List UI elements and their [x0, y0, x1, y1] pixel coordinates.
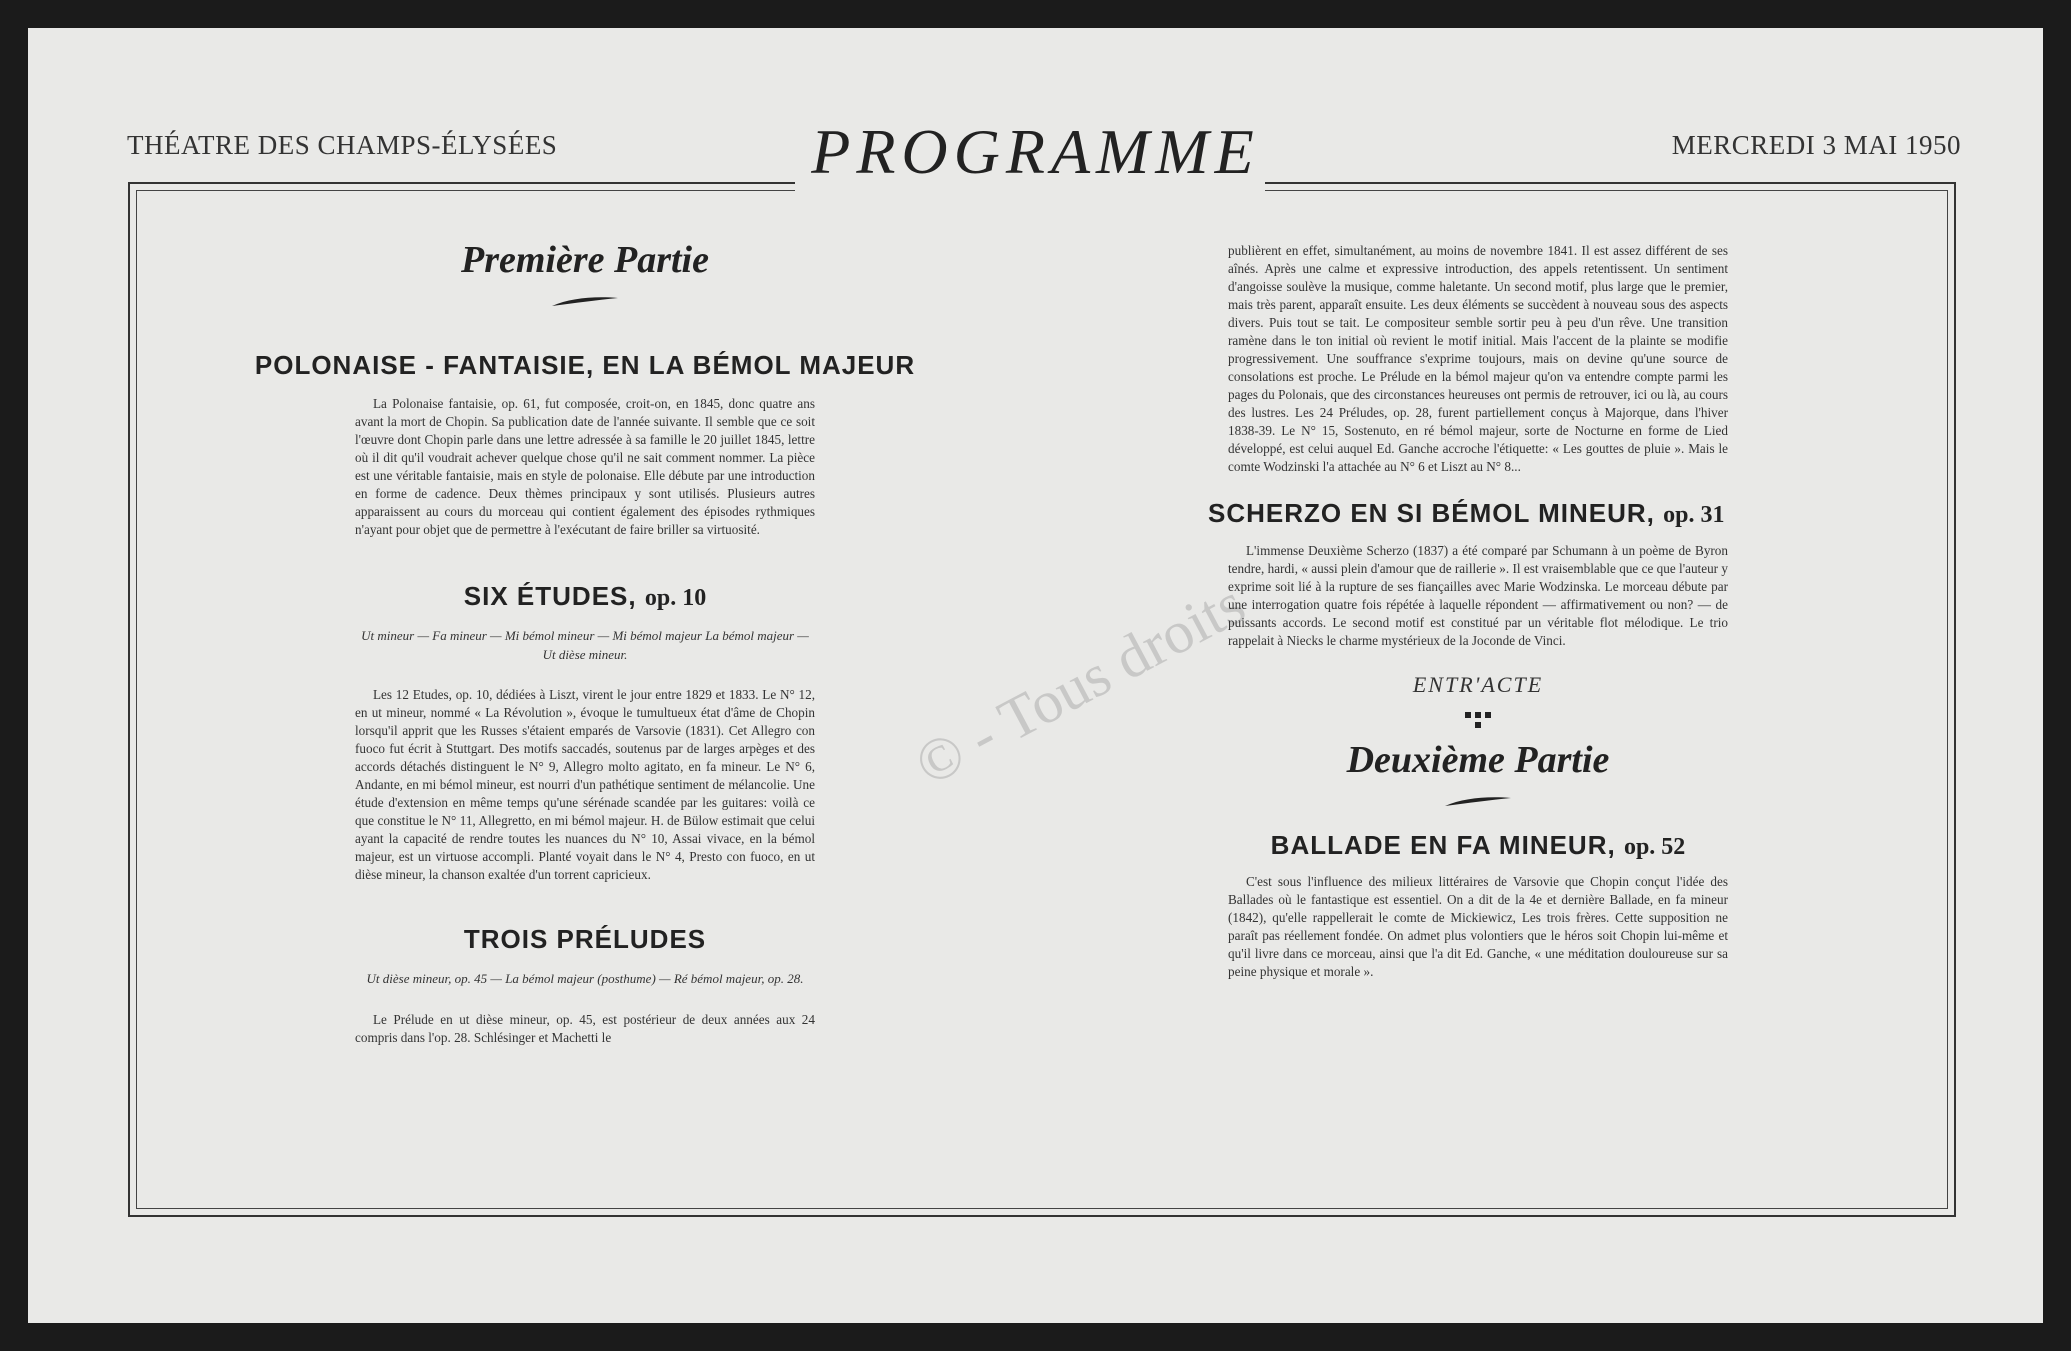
polonaise-heading: POLONAISE - FANTAISIE, EN LA BÉMOL MAJEUR — [254, 349, 916, 380]
scherzo-text: L'immense Deuxième Scherzo (1837) a été comparé par Schumann à un poème de Byron tendre, hardi, « aussi plein d'amour que de raillerie ». Il est vraisemblable que ce que l'auteur y exprime soit lié à la rupture de ses fiançailles avec Marie Wodzinska. Le morceau débute par une interrogation quatre fois répétée à laquelle répondent — affirmativement ou non? — de puissants accords. Le second motif est constitué par un véritable flot mélodique. Le trio rappelait à Niecks le charme mystérieux de la Joconde de Vinci. — [1228, 542, 1728, 648]
ballade-heading — [1228, 830, 1728, 862]
etudes-text: Les 12 Etudes, op. 10, dédiées à Liszt, virent le jour entre 1829 et 1833. Le N° 12, en ut mineur, nommé « La Révolution », évoque le tumultueux état d'âme de Chopin lorsqu'il apprit que les Russes s'étaient emparés de Varsovie (1831). Cet Allegro con fuoco fut écrit à Stuttgart. Des motifs saccadés, soutenus par de larges arpèges et des accords détachés distinguent le N° 9, Allegro molto agitato, en fa mineur. Le N° 6, Andante, en mi bémol mineur, est nourri d'un pathétique sentiment de mélancolie. Une étude d'extension en même temps qu'une sérénade scandée par les guitares: voilà ce que constitue le N° 11, Allegretto, en mi bémol majeur. H. de Bülow estimait que celui ayant la capacité de rendre toutes les nuances du N° 10, Assai vivace, en la bémol majeur, est un virtuose accompli. Planté voyait dans le N° 4, Presto con fuoco, en ut dièse mineur, la chanson exaltée d'un torrent capricieux. — [355, 687, 815, 883]
ballade-title: BALLADE EN FA MINEUR, — [1270, 829, 1616, 860]
etudes-title: SIX ÉTUDES, — [463, 580, 637, 611]
scherzo-title: SCHERZO EN SI BÉMOL MINEUR, — [1208, 498, 1655, 528]
preludes-text-continued: publièrent en effet, simultanément, au moins de novembre 1841. Il est assez différent de ses aînés. Après une calme et expressive introduction, des appels retentissent. Un sentiment d'angoisse soulève la musique, comme haletante. Un second motif, plus large que le premier, mais très parent, apparaît ensuite. Les deux éléments se succèdent à nouveau sous des aspects divers. Puis tout se tait. Le compositeur semble sortir peu à peu d'un rêve. Une transition ramène dans le ton initial où revient le motif initial. Mais l'accent de la plainte se modifie progressivement. Une souffrance s'exprime toujours, mais on devine qu'une source de consolations est proche. Le Prélude en la bémol majeur qu'on va entendre compte parmi les pages du Polonais, que des circonstances heureuses ont permis de retrouver, ici ou là, au cours des lustres. Les 24 Préludes, op. 28, furent partiellement conçus à Majorque, dans l'hiver 1838-39. Le N° 15, Sostenuto, en ré bémol majeur, sorte de Nocturne en forme de Lied développé, est celui auquel Ed. Ganche accroche l'étiquette: « Les gouttes de pluie ». Mais le comte Wodzinski l'a attachée au N° 6 et Liszt au N° 8... — [1228, 243, 1728, 474]
ballade-text: C'est sous l'influence des milieux littéraires de Varsovie que Chopin conçut l'idée des Ballades où le fantastique est essentiel. On a dit de la 4e et dernière Ballade, en fa mineur (1842), qu'elle rappellerait le comte de Mickiewicz, Les trois frères. Cette supposition ne paraît pas réellement fondée. On admet plus volontiers que le héros soit Chopin lui-même et qu'il livre dans ce morceau, ainsi que l'a dit Ed. Ganche, « une méditation douloureuse sur sa peine physique et morale ». — [1228, 874, 1728, 980]
preludes-heading: TROIS PRÉLUDES — [463, 924, 707, 955]
polonaise-text: La Polonaise fantaisie, op. 61, fut composée, croit-on, en 1845, donc quatre ans avant la mort de Chopin. Sa publication date de l'année suivante. Il semble que ce soit l'œuvre dont Chopin parle dans une lettre adressée à sa famille le 20 juillet 1845, lettre où il dit qu'il voudrait achever quelque chose qu'il ne sait comment nommer. La pièce est une véritable fantaisie, mais en style de polonaise. Elle débute par une introduction en forme de cadence. Deux thèmes principaux y sont utilisés. Plusieurs autres apparaissent au cours du morceau qui contient également des épisodes rythmiques n'ayant pour objet que de permettre à l'exécutant de faire briller sa virtuosité. — [355, 395, 815, 537]
preludes-text: Le Prélude en ut dièse mineur, op. 45, est postérieur de deux années aux 24 compris dans l'op. 28. Schlésinger et Machetti le — [355, 1011, 815, 1045]
etudes-heading — [230, 581, 940, 613]
preludes-keys: Ut dièse mineur, op. 45 — La bémol majeur (posthume) — Ré bémol majeur, op. 28. — [366, 970, 804, 986]
etudes-opus: op. 10 — [644, 584, 707, 611]
concert-date: MERCREDI 3 MAI 1950 — [1671, 130, 1961, 160]
scherzo-opus: op. 31 — [1663, 502, 1725, 528]
entracte-ornament — [1463, 710, 1493, 732]
copyright-watermark: © - Tous droits — [904, 569, 1256, 799]
flourish-ornament — [1443, 794, 1513, 808]
scherzo-heading — [1208, 498, 1728, 530]
part-one-title: Première Partie — [461, 239, 709, 281]
venue-name: THÉATRE DES CHAMPS-ÉLYSÉES — [127, 130, 558, 160]
part-two-title: Deuxième Partie — [1346, 738, 1610, 781]
flourish-ornament — [550, 294, 620, 308]
left-column — [230, 200, 940, 1047]
page-title: PROGRAMME — [811, 116, 1260, 187]
right-column — [1208, 200, 1728, 981]
etudes-keys: Ut mineur — Fa mineur — Mi bémol mineur — Mi bémol majeur La bémol majeur — Ut dièse mineur. — [361, 627, 809, 662]
ballade-opus: op. 52 — [1623, 833, 1686, 860]
entracte-label: ENTR'ACTE — [1412, 671, 1544, 697]
